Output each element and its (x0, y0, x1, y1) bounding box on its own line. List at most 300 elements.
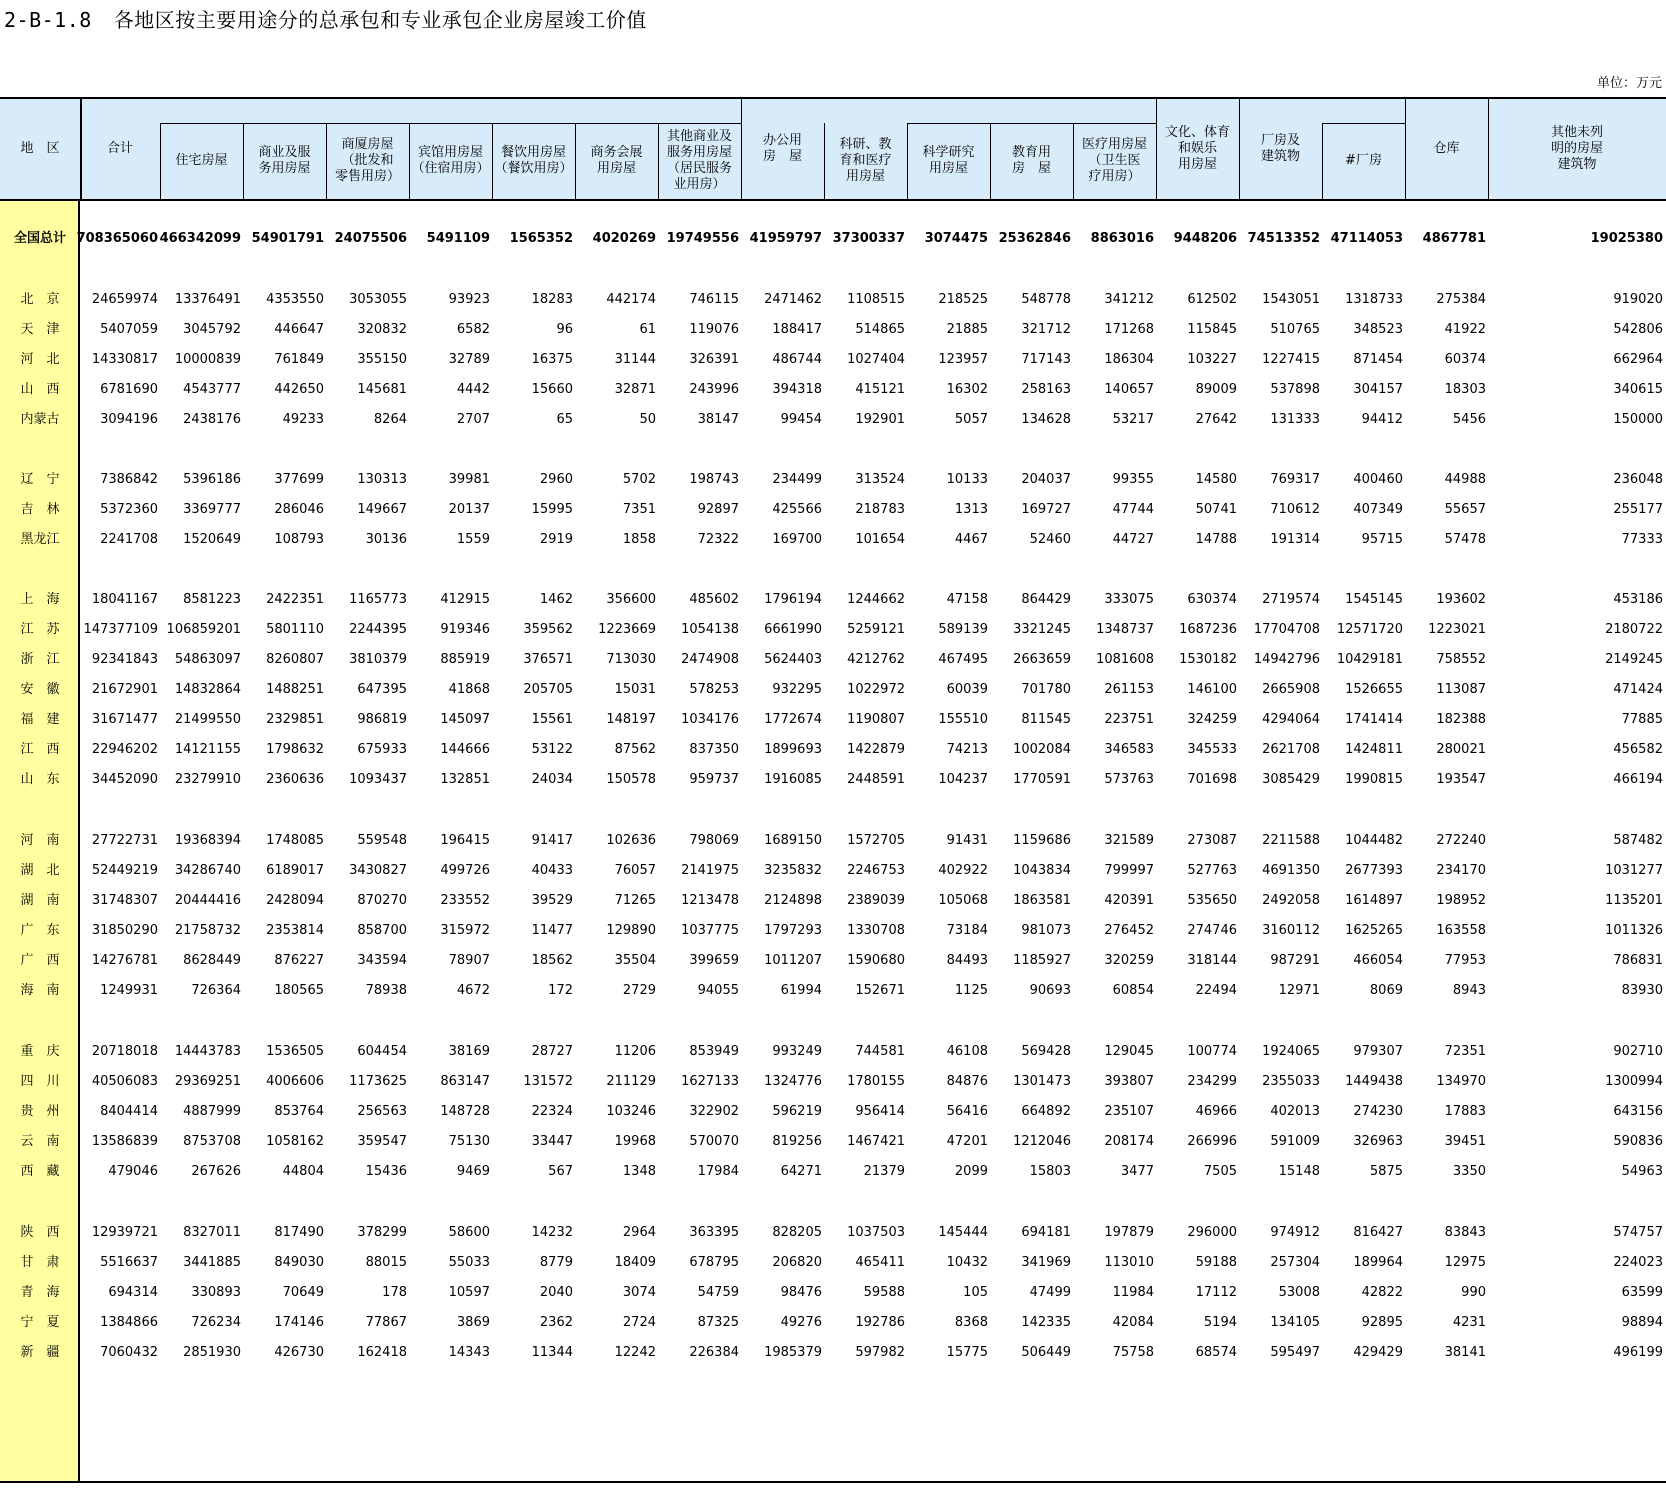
table-cell: 1022972 (847, 682, 905, 697)
table-cell: 376571 (523, 652, 573, 667)
table-cell: 3477 (1120, 1164, 1154, 1179)
table-cell: 113010 (1104, 1255, 1154, 1270)
region-label: 青 海 (20, 1285, 60, 1300)
table-cell: 52449219 (91, 863, 158, 878)
table-cell: 204037 (1021, 472, 1071, 487)
table-row (0, 946, 1666, 976)
table-cell: 535650 (1187, 893, 1237, 908)
table-cell: 41922 (1444, 322, 1486, 337)
table-cell: 61 (639, 322, 656, 337)
table-cell: 466194 (1613, 772, 1663, 787)
table-cell: 123957 (938, 352, 988, 367)
table-cell: 596219 (772, 1104, 822, 1119)
table-cell: 236048 (1613, 472, 1663, 487)
table-cell: 47114053 (1330, 231, 1403, 246)
table-row (0, 856, 1666, 886)
table-cell: 54759 (697, 1285, 739, 1300)
table-cell: 4691350 (1262, 863, 1320, 878)
table-cell: 73184 (946, 923, 988, 938)
table-cell: 817490 (274, 1225, 324, 1240)
table-cell: 77953 (1444, 953, 1486, 968)
region-label: 河 南 (20, 833, 60, 848)
table-cell: 578253 (689, 682, 739, 697)
table-cell: 1858 (622, 532, 656, 547)
table-cell: 1741414 (1345, 712, 1403, 727)
table-cell: 18409 (614, 1255, 656, 1270)
table-cell: 429429 (1353, 1345, 1403, 1360)
table-cell: 54963 (1621, 1164, 1663, 1179)
table-cell: 402922 (938, 863, 988, 878)
table-cell: 171268 (1104, 322, 1154, 337)
table-row (0, 615, 1666, 645)
table-cell: 174146 (274, 1315, 324, 1330)
table-cell: 94055 (697, 983, 739, 998)
table-cell: 402013 (1270, 1104, 1320, 1119)
table-cell: 1054138 (681, 622, 739, 637)
header-col-16: 仓库 (1433, 141, 1460, 156)
table-cell: 142335 (1021, 1315, 1071, 1330)
table-cell: 1526655 (1345, 682, 1403, 697)
table-cell: 919020 (1613, 292, 1663, 307)
table-cell: 155510 (938, 712, 988, 727)
header-divider (1073, 123, 1074, 199)
table-cell: 4442 (456, 382, 490, 397)
table-cell: 14832864 (174, 682, 241, 697)
table-cell: 226384 (689, 1345, 739, 1360)
table-cell: 1627133 (681, 1074, 739, 1089)
region-label: 山 东 (20, 772, 60, 787)
table-row (0, 405, 1666, 435)
table-cell: 1990815 (1345, 772, 1403, 787)
table-cell: 5624403 (764, 652, 822, 667)
table-cell: 1093437 (349, 772, 407, 787)
table-cell: 2719574 (1262, 592, 1320, 607)
table-cell: 442650 (274, 382, 324, 397)
table-row (0, 1037, 1666, 1067)
table-cell: 786831 (1613, 953, 1663, 968)
table-cell: 346583 (1104, 742, 1154, 757)
table-cell: 96 (556, 322, 573, 337)
table-cell: 74513352 (1247, 231, 1320, 246)
table-cell: 32789 (448, 352, 490, 367)
region-label: 福 建 (20, 712, 60, 727)
table-cell: 1565352 (509, 231, 573, 246)
table-cell: 514865 (855, 322, 905, 337)
table-cell: 1488251 (266, 682, 324, 697)
table-cell: 144666 (440, 742, 490, 757)
table-cell: 46966 (1195, 1104, 1237, 1119)
table-cell: 1449438 (1345, 1074, 1403, 1089)
table-cell: 233552 (440, 893, 490, 908)
table-cell: 2124898 (764, 893, 822, 908)
table-cell: 811545 (1021, 712, 1071, 727)
table-cell: 876227 (274, 953, 324, 968)
table-cell: 420391 (1104, 893, 1154, 908)
table-row (0, 1248, 1666, 1278)
table-cell: 2211588 (1262, 833, 1320, 848)
table-cell: 60854 (1112, 983, 1154, 998)
table-cell: 21885 (946, 322, 988, 337)
table-cell: 1422879 (847, 742, 905, 757)
table-cell: 218525 (938, 292, 988, 307)
table-cell: 643156 (1613, 1104, 1663, 1119)
table-cell: 52460 (1029, 532, 1071, 547)
table-cell: 1011326 (1605, 923, 1663, 938)
region-label: 广 西 (20, 953, 60, 968)
table-cell: 1590680 (847, 953, 905, 968)
table-cell: 363395 (689, 1225, 739, 1240)
table-cell: 22324 (531, 1104, 573, 1119)
table-cell: 569428 (1021, 1044, 1071, 1059)
table-cell: 863147 (440, 1074, 490, 1089)
table-row (0, 645, 1666, 675)
table-cell: 597982 (855, 1345, 905, 1360)
table-cell: 13586839 (91, 1134, 158, 1149)
table-cell: 77885 (1621, 712, 1663, 727)
table-cell: 902710 (1613, 1044, 1663, 1059)
table-cell: 4294064 (1262, 712, 1320, 727)
table-cell: 274746 (1187, 923, 1237, 938)
table-cell: 8404414 (100, 1104, 158, 1119)
table-cell: 956414 (855, 1104, 905, 1119)
header-col-17: 其他未列 明的房屋 建筑物 (1550, 125, 1603, 172)
table-cell: 147377109 (83, 622, 158, 637)
table-cell: 83930 (1621, 983, 1663, 998)
table-cell: 37300337 (832, 231, 905, 246)
table-cell: 235107 (1104, 1104, 1154, 1119)
table-cell: 407349 (1353, 502, 1403, 517)
table-cell: 15775 (946, 1345, 988, 1360)
table-cell: 2919 (539, 532, 573, 547)
table-cell: 2707 (456, 412, 490, 427)
table-cell: 8628449 (183, 953, 241, 968)
table-cell: 38141 (1444, 1345, 1486, 1360)
table-cell: 5516637 (100, 1255, 158, 1270)
table-cell: 266996 (1187, 1134, 1237, 1149)
table-cell: 105 (963, 1285, 988, 1300)
region-label: 吉 林 (20, 502, 60, 517)
table-cell: 612502 (1187, 292, 1237, 307)
header-divider (1488, 99, 1489, 199)
table-cell: 8069 (1369, 983, 1403, 998)
table-cell: 100774 (1187, 1044, 1237, 1059)
table-cell: 169700 (772, 532, 822, 547)
table-cell: 21758732 (174, 923, 241, 938)
table-cell: 24075506 (334, 231, 407, 246)
table-cell: 1748085 (266, 833, 324, 848)
table-cell: 54901791 (251, 231, 324, 246)
table-cell: 23279910 (174, 772, 241, 787)
table-cell: 465411 (855, 1255, 905, 1270)
table-cell: 471424 (1613, 682, 1663, 697)
table-cell: 1212046 (1013, 1134, 1071, 1149)
table-cell: 20718018 (91, 1044, 158, 1059)
table-cell: 35504 (614, 953, 656, 968)
table-cell: 44804 (282, 1164, 324, 1179)
table-cell: 1318733 (1345, 292, 1403, 307)
table-cell: 274230 (1353, 1104, 1403, 1119)
table-cell: 11206 (614, 1044, 656, 1059)
table-cell: 591009 (1270, 1134, 1320, 1149)
table-cell: 14343 (448, 1345, 490, 1360)
table-cell: 92341843 (91, 652, 158, 667)
table-row (0, 1278, 1666, 1308)
table-cell: 574757 (1613, 1225, 1663, 1240)
header-col-14: 厂房及 建筑物 (1260, 133, 1300, 164)
header-col-9: 科研、教 育和医疗 用房屋 (839, 137, 892, 184)
header-divider (575, 123, 576, 199)
table-cell: 2389039 (847, 893, 905, 908)
table-cell: 197879 (1104, 1225, 1154, 1240)
table-cell: 799997 (1104, 863, 1154, 878)
table-cell: 4020269 (592, 231, 656, 246)
table-cell: 16375 (531, 352, 573, 367)
table-cell: 356600 (606, 592, 656, 607)
table-row (0, 495, 1666, 525)
table-cell: 53008 (1278, 1285, 1320, 1300)
table-cell: 54863097 (174, 652, 241, 667)
table-cell: 819256 (772, 1134, 822, 1149)
table-cell: 9469 (456, 1164, 490, 1179)
table-cell: 296000 (1187, 1225, 1237, 1240)
table-cell: 31144 (614, 352, 656, 367)
region-label: 江 西 (20, 742, 60, 757)
table-cell: 131572 (523, 1074, 573, 1089)
table-row (0, 224, 1666, 254)
table-cell: 1924065 (1262, 1044, 1320, 1059)
table-cell: 31850290 (91, 923, 158, 938)
table-cell: 400460 (1353, 472, 1403, 487)
table-cell: 22946202 (91, 742, 158, 757)
table-cell: 1772674 (764, 712, 822, 727)
table-cell: 71265 (614, 893, 656, 908)
table-cell: 17984 (697, 1164, 739, 1179)
table-cell: 76057 (614, 863, 656, 878)
table-cell: 17704708 (1253, 622, 1320, 637)
table-row (0, 1308, 1666, 1338)
table-cell: 6781690 (100, 382, 158, 397)
table-cell: 1185927 (1013, 953, 1071, 968)
table-cell: 211129 (606, 1074, 656, 1089)
table-cell: 1798632 (266, 742, 324, 757)
table-cell: 150578 (606, 772, 656, 787)
table-cell: 8327011 (183, 1225, 241, 1240)
table-cell: 15436 (365, 1164, 407, 1179)
table-cell: 1467421 (847, 1134, 905, 1149)
table-cell: 3369777 (183, 502, 241, 517)
table-cell: 548778 (1021, 292, 1071, 307)
table-cell: 99355 (1112, 472, 1154, 487)
table-row (0, 765, 1666, 795)
table-cell: 98894 (1621, 1315, 1663, 1330)
table-cell: 1530182 (1179, 652, 1237, 667)
table-row (0, 1127, 1666, 1157)
table-cell: 172 (548, 983, 573, 998)
table-cell: 4353550 (266, 292, 324, 307)
table-cell: 426730 (274, 1345, 324, 1360)
header-col-6: 商务会展 用房屋 (590, 145, 643, 176)
table-cell: 986819 (357, 712, 407, 727)
table-cell: 55033 (448, 1255, 490, 1270)
table-cell: 7060432 (100, 1345, 158, 1360)
table-cell: 4006606 (266, 1074, 324, 1089)
table-cell: 18303 (1444, 382, 1486, 397)
table-cell: 2492058 (1262, 893, 1320, 908)
table-cell: 280021 (1436, 742, 1486, 757)
table-cell: 95715 (1361, 532, 1403, 547)
table-cell: 87325 (697, 1315, 739, 1330)
table-cell: 15803 (1029, 1164, 1071, 1179)
table-cell: 24034 (531, 772, 573, 787)
table-cell: 273087 (1187, 833, 1237, 848)
table-cell: 140657 (1104, 382, 1154, 397)
table-cell: 28727 (531, 1044, 573, 1059)
table-cell: 31748307 (91, 893, 158, 908)
table-cell: 2099 (954, 1164, 988, 1179)
table-cell: 1797293 (764, 923, 822, 938)
table-cell: 2329851 (266, 712, 324, 727)
header-divider (907, 123, 908, 199)
table-cell: 1985379 (764, 1345, 822, 1360)
table-cell: 256563 (357, 1104, 407, 1119)
table-cell: 33447 (531, 1134, 573, 1149)
table-cell: 1916085 (764, 772, 822, 787)
table-cell: 415121 (855, 382, 905, 397)
table-cell: 1863581 (1013, 893, 1071, 908)
table-cell: 169727 (1021, 502, 1071, 517)
table-cell: 399659 (689, 953, 739, 968)
header-col-12: 医疗用房屋 （卫生医 疗用房） (1081, 137, 1147, 184)
table-cell: 5801110 (266, 622, 324, 637)
table-cell: 75758 (1112, 1345, 1154, 1360)
table-cell: 1348737 (1096, 622, 1154, 637)
table-title: 各地区按主要用途分的总承包和专业承包企业房屋竣工价值 (113, 8, 647, 32)
region-label: 陕 西 (20, 1225, 60, 1240)
table-cell: 39451 (1444, 1134, 1486, 1149)
region-label: 湖 北 (20, 863, 60, 878)
table-cell: 2422351 (266, 592, 324, 607)
table-cell: 53122 (531, 742, 573, 757)
table-cell: 189964 (1353, 1255, 1403, 1270)
table-cell: 148728 (440, 1104, 490, 1119)
table-cell: 5372360 (100, 502, 158, 517)
table-cell: 662964 (1613, 352, 1663, 367)
table-cell: 2621708 (1262, 742, 1320, 757)
table-cell: 196415 (440, 833, 490, 848)
table-cell: 816427 (1353, 1225, 1403, 1240)
table-cell: 39529 (531, 893, 573, 908)
table-cell: 2353814 (266, 923, 324, 938)
table-cell: 919346 (440, 622, 490, 637)
table-cell: 1135201 (1605, 893, 1663, 908)
table-cell: 377699 (274, 472, 324, 487)
table-cell: 394318 (772, 382, 822, 397)
table-row (0, 285, 1666, 315)
table-cell: 5875 (1369, 1164, 1403, 1179)
header-col-1: 住宅房屋 (175, 153, 228, 168)
table-cell: 348523 (1353, 322, 1403, 337)
table-cell: 193547 (1436, 772, 1486, 787)
table-cell: 272240 (1436, 833, 1486, 848)
table-cell: 27642 (1195, 412, 1237, 427)
table-cell: 18283 (531, 292, 573, 307)
table-cell: 587482 (1613, 833, 1663, 848)
table-cell: 864429 (1021, 592, 1071, 607)
table-cell: 72351 (1444, 1044, 1486, 1059)
table-cell: 15148 (1278, 1164, 1320, 1179)
header-group-line (160, 123, 741, 124)
table-cell: 8779 (539, 1255, 573, 1270)
table-cell: 1559 (456, 532, 490, 547)
table-cell: 31671477 (91, 712, 158, 727)
table-cell: 2665908 (1262, 682, 1320, 697)
table-cell: 1324776 (764, 1074, 822, 1089)
table-cell: 496199 (1613, 1345, 1663, 1360)
table-cell: 60039 (946, 682, 988, 697)
table-cell: 115845 (1187, 322, 1237, 337)
table-cell: 710612 (1270, 502, 1320, 517)
table-cell: 664892 (1021, 1104, 1071, 1119)
table-cell: 701780 (1021, 682, 1071, 697)
table-row (0, 735, 1666, 765)
table-cell: 1223021 (1428, 622, 1486, 637)
table-cell: 94412 (1361, 412, 1403, 427)
table-cell: 130313 (357, 472, 407, 487)
table-cell: 499726 (440, 863, 490, 878)
table-cell: 2149245 (1605, 652, 1663, 667)
table-cell: 1614897 (1345, 893, 1403, 908)
table-cell: 559548 (357, 833, 407, 848)
region-label: 云 南 (20, 1134, 60, 1149)
table-cell: 258163 (1021, 382, 1071, 397)
table-cell: 425566 (772, 502, 822, 517)
table-cell: 257304 (1270, 1255, 1320, 1270)
table-cell: 27722731 (91, 833, 158, 848)
header-group-line (1322, 123, 1405, 124)
table-cell: 1244662 (847, 592, 905, 607)
table-cell: 47744 (1112, 502, 1154, 517)
table-cell: 466342099 (159, 231, 241, 246)
table-cell: 102636 (606, 833, 656, 848)
table-row (0, 1097, 1666, 1127)
table-cell: 134105 (1270, 1315, 1320, 1330)
table-cell: 40506083 (91, 1074, 158, 1089)
table-cell: 74213 (946, 742, 988, 757)
table-cell: 2362 (539, 1315, 573, 1330)
table-cell: 59188 (1195, 1255, 1237, 1270)
table-cell: 208174 (1104, 1134, 1154, 1149)
table-cell: 11344 (531, 1345, 573, 1360)
header-divider (824, 123, 825, 199)
table-cell: 42084 (1112, 1315, 1154, 1330)
table-cell: 3094196 (100, 412, 158, 427)
header-col-8: 办公用 房 屋 (762, 133, 802, 164)
table-cell: 2438176 (183, 412, 241, 427)
table-cell: 12975 (1444, 1255, 1486, 1270)
region-label: 浙 江 (20, 652, 60, 667)
table-cell: 21499550 (174, 712, 241, 727)
table-cell: 3441885 (183, 1255, 241, 1270)
table-cell: 19968 (614, 1134, 656, 1149)
table-cell: 83843 (1444, 1225, 1486, 1240)
table-cell: 993249 (772, 1044, 822, 1059)
table-cell: 34452090 (91, 772, 158, 787)
table-row (0, 675, 1666, 705)
table-cell: 3350 (1452, 1164, 1486, 1179)
header-divider (990, 123, 991, 199)
table-cell: 182388 (1436, 712, 1486, 727)
table-cell: 21672901 (91, 682, 158, 697)
